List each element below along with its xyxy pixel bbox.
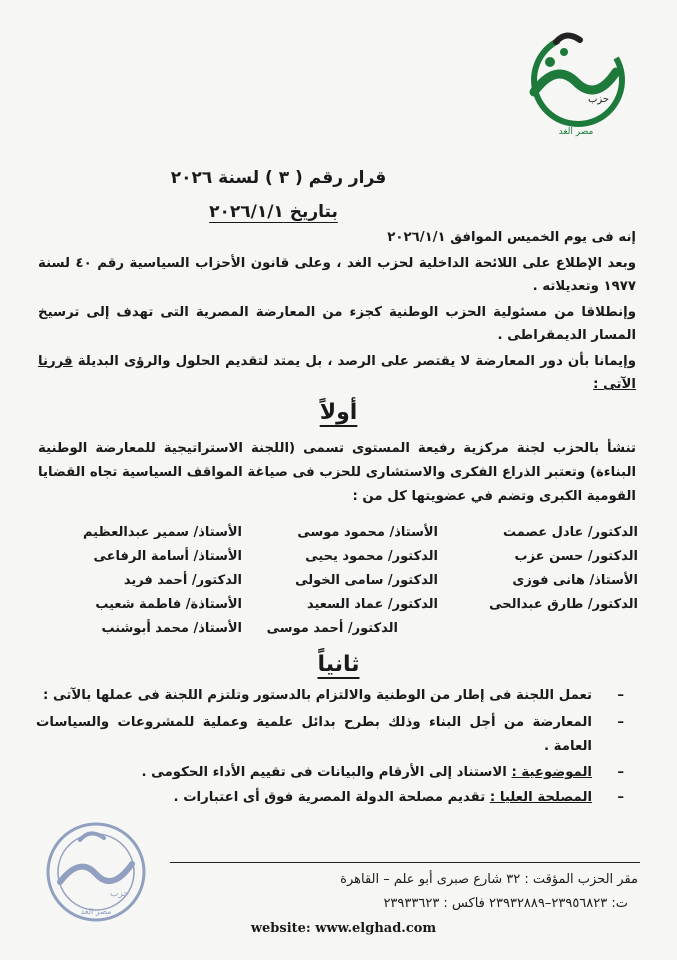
- party-logo-watermark: [40, 812, 152, 934]
- intro-line-4: وإيمانا بأن دور المعارضة لا يقتصر على الرصد ، بل يمتد لتقديم الحلول والرؤى البديلة قررنا الآتى :: [38, 353, 636, 392]
- member: الدكتور/ محمود يحيى: [305, 549, 438, 564]
- member: الدكتور/ أحمد فريد: [123, 573, 242, 588]
- member: الأستاذ/ أسامة الرفاعى: [93, 549, 242, 564]
- intro-text: [38, 226, 636, 399]
- decision-number: قرار رقم ( ٣ ) لسنة ٢٠٢٦: [170, 168, 387, 188]
- member: الأستاذ/ هانى فوزى: [512, 573, 638, 588]
- footer-divider: [170, 862, 640, 863]
- member: الأستاذة/ فاطمة شعيب: [95, 597, 242, 612]
- footer-website: website: www.elghad.com: [250, 921, 437, 936]
- decision-title-block: [0, 168, 677, 222]
- footer-address: مقر الحزب المؤقت : ٣٢ شارع صبرى أبو علم – القاهرة: [340, 872, 638, 887]
- member: الدكتور/ عماد السعيد: [306, 597, 438, 612]
- list-item: – المعارضة من أجل البناء وذلك بطرح بدائل علمية وعملية للمشروعات والسياسات العامة .: [36, 711, 638, 759]
- decided-label: قررنا الآتى :: [38, 353, 636, 392]
- list-item: – الموضوعية : الاستناد إلى الأرقام والبيانات فى تقييم الأداء الحكومى .: [36, 762, 638, 784]
- footer-phones: ت: ٢٣٩٥٦٨٢٣–٢٣٩٣٢٨٨٩ فاكس : ٢٣٩٣٣٦٢٣: [383, 896, 628, 911]
- section-2-heading: ثانياً: [317, 652, 360, 677]
- list-item: – المصلحة العليا : تقديم مصلحة الدولة المصرية فوق أى اعتبارات .: [36, 787, 638, 809]
- member: الأستاذ/ محمود موسى: [297, 525, 438, 540]
- list-item: – تعمل اللجنة فى إطار من الوطنية والالتزام بالدستور وتلتزم اللجنة فى عملها بالآتى :: [36, 684, 638, 708]
- decision-date: بتاريخ ٢٠٢٦/١/١: [209, 202, 338, 222]
- member: الأستاذ/ محمد أبوشنب: [101, 621, 242, 636]
- member: الأستاذ/ سمير عبدالعظيم: [82, 525, 242, 540]
- section-1-text: تنشأ بالحزب لجنة مركزية رفيعة المستوى تسمى (اللجنة الاستراتيجية للمعارضة الوطنية البناءة) وتعتبر الذراع الفكرى والاستشارى للحزب فى صياغة المواقف السياسية تجاه القضايا القومية الكبرى وتضم في عضويتها كل من :: [38, 441, 636, 504]
- svg-text:حزب: حزب: [588, 94, 610, 105]
- svg-text:مصر الغد: مصر الغد: [558, 127, 594, 137]
- svg-text:مصر الغد: مصر الغد: [80, 907, 112, 916]
- section-2-list: [36, 684, 638, 812]
- committee-members: [36, 524, 638, 638]
- section-1-heading: أولاً: [319, 400, 358, 425]
- member: الدكتور/ طارق عبدالحى: [489, 597, 638, 612]
- intro-line-3: وإنطلاقا من مسئولية الحزب الوطنية كجزء من المعارضة المصرية التى تهدف إلى ترسيخ المسار الديمقراطى .: [38, 304, 636, 343]
- member: الدكتور/ عادل عصمت: [502, 525, 638, 540]
- member: الدكتور/ سامى الخولى: [295, 573, 438, 588]
- svg-text:حزب: حزب: [110, 889, 130, 899]
- intro-line-1: إنه فى يوم الخميس الموافق ٢٠٢٦/١/١: [387, 230, 636, 245]
- intro-line-2: وبعد الإطلاع على اللائحة الداخلية لحزب الغد ، وعلى قانون الأحزاب السياسية رقم ٤٠ لسنة ١٩٧٧ وتعديلاته .: [38, 255, 636, 294]
- party-logo: [516, 22, 636, 144]
- footer: [150, 868, 638, 916]
- member: الدكتور/ حسن عزب: [514, 549, 638, 564]
- member: الدكتور/ أحمد موسى: [266, 621, 398, 636]
